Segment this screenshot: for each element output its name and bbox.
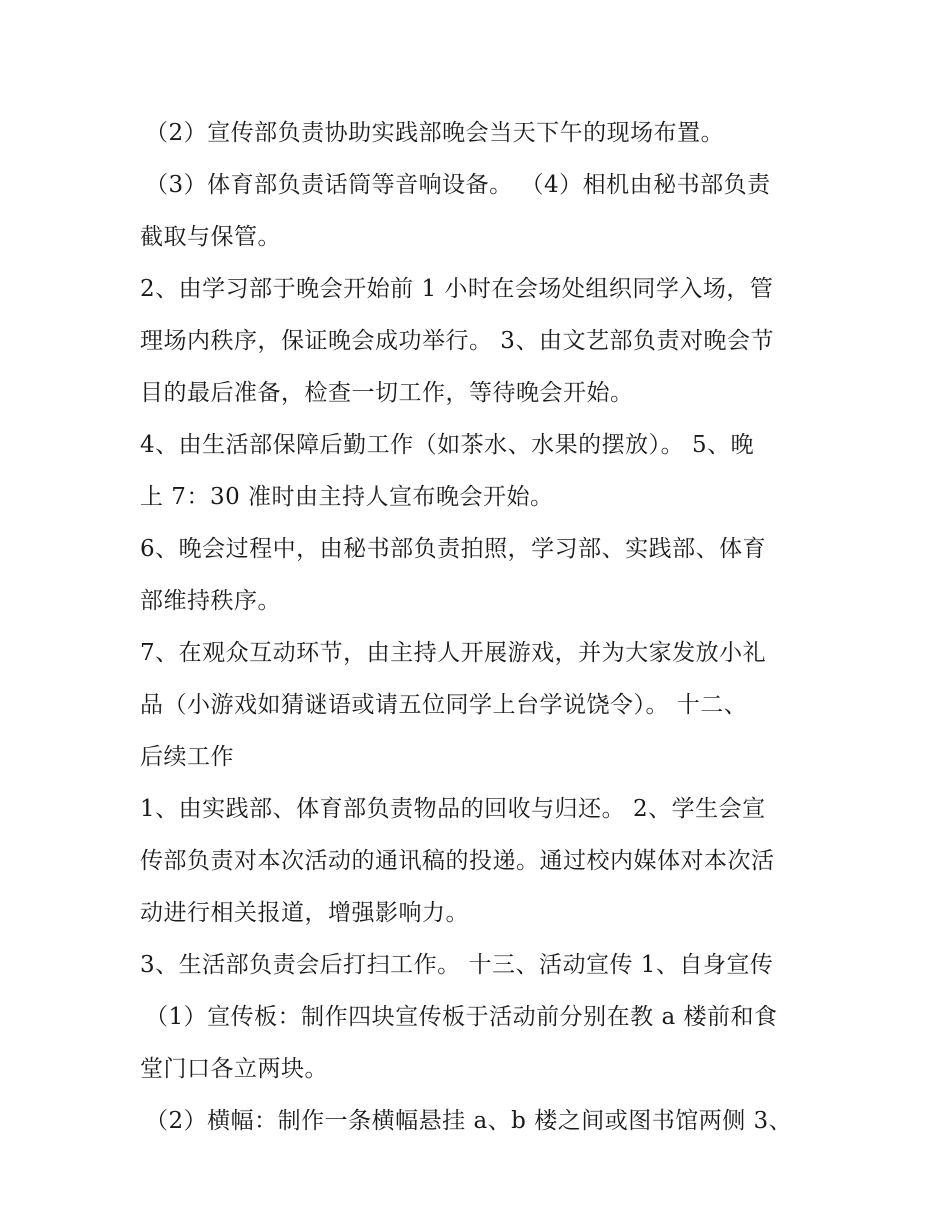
- text-line: 部维持秩序。: [140, 588, 281, 614]
- text-line: 2、由学习部于晚会开始前 1 小时在会场处组织同学入场，管: [140, 276, 774, 302]
- text-line: （1）宣传板：制作四块宣传板于活动前分别在教 a 楼前和食: [145, 1004, 778, 1030]
- text-line: 截取与保管。: [140, 224, 281, 250]
- text-line: （2）宣传部负责协助实践部晚会当天下午的现场布置。: [145, 120, 725, 146]
- text-line: 传部负责对本次活动的通讯稿的投递。通过校内媒体对本次活: [140, 848, 775, 874]
- text-line: 后续工作: [140, 744, 234, 770]
- text-line: 动进行相关报道，增强影响力。: [140, 900, 469, 926]
- text-line: 4、由生活部保障后勤工作（如茶水、水果的摆放）。 5、晚: [140, 432, 755, 458]
- text-line: 7、在观众互动环节，由主持人开展游戏，并为大家发放小礼: [140, 640, 767, 666]
- text-line: 理场内秩序，保证晚会成功举行。 3、由文艺部负责对晚会节: [140, 328, 774, 354]
- text-line: （2）横幅：制作一条横幅悬挂 a、b 楼之间或图书馆两侧 3、: [145, 1108, 793, 1134]
- text-line: （3）体育部负责话筒等音响设备。 （4）相机由秘书部负责: [145, 172, 771, 198]
- text-line: 目的最后准备，检查一切工作，等待晚会开始。: [140, 380, 634, 406]
- text-line: 堂门口各立两块。: [140, 1056, 328, 1082]
- text-line: 3、生活部负责会后打扫工作。 十三、活动宣传 1、自身宣传: [140, 952, 774, 978]
- text-line: 1、由实践部、体育部负责物品的回收与归还。 2、学生会宣: [140, 796, 766, 822]
- text-line: 上 7：30 准时由主持人宣布晚会开始。: [140, 484, 554, 510]
- text-line: 6、晚会过程中，由秘书部负责拍照，学习部、实践部、体育: [140, 536, 767, 562]
- text-line: 品（小游戏如猜谜语或请五位同学上台学说饶令）。 十二、: [140, 692, 748, 718]
- document-body: [0, 107, 950, 1147]
